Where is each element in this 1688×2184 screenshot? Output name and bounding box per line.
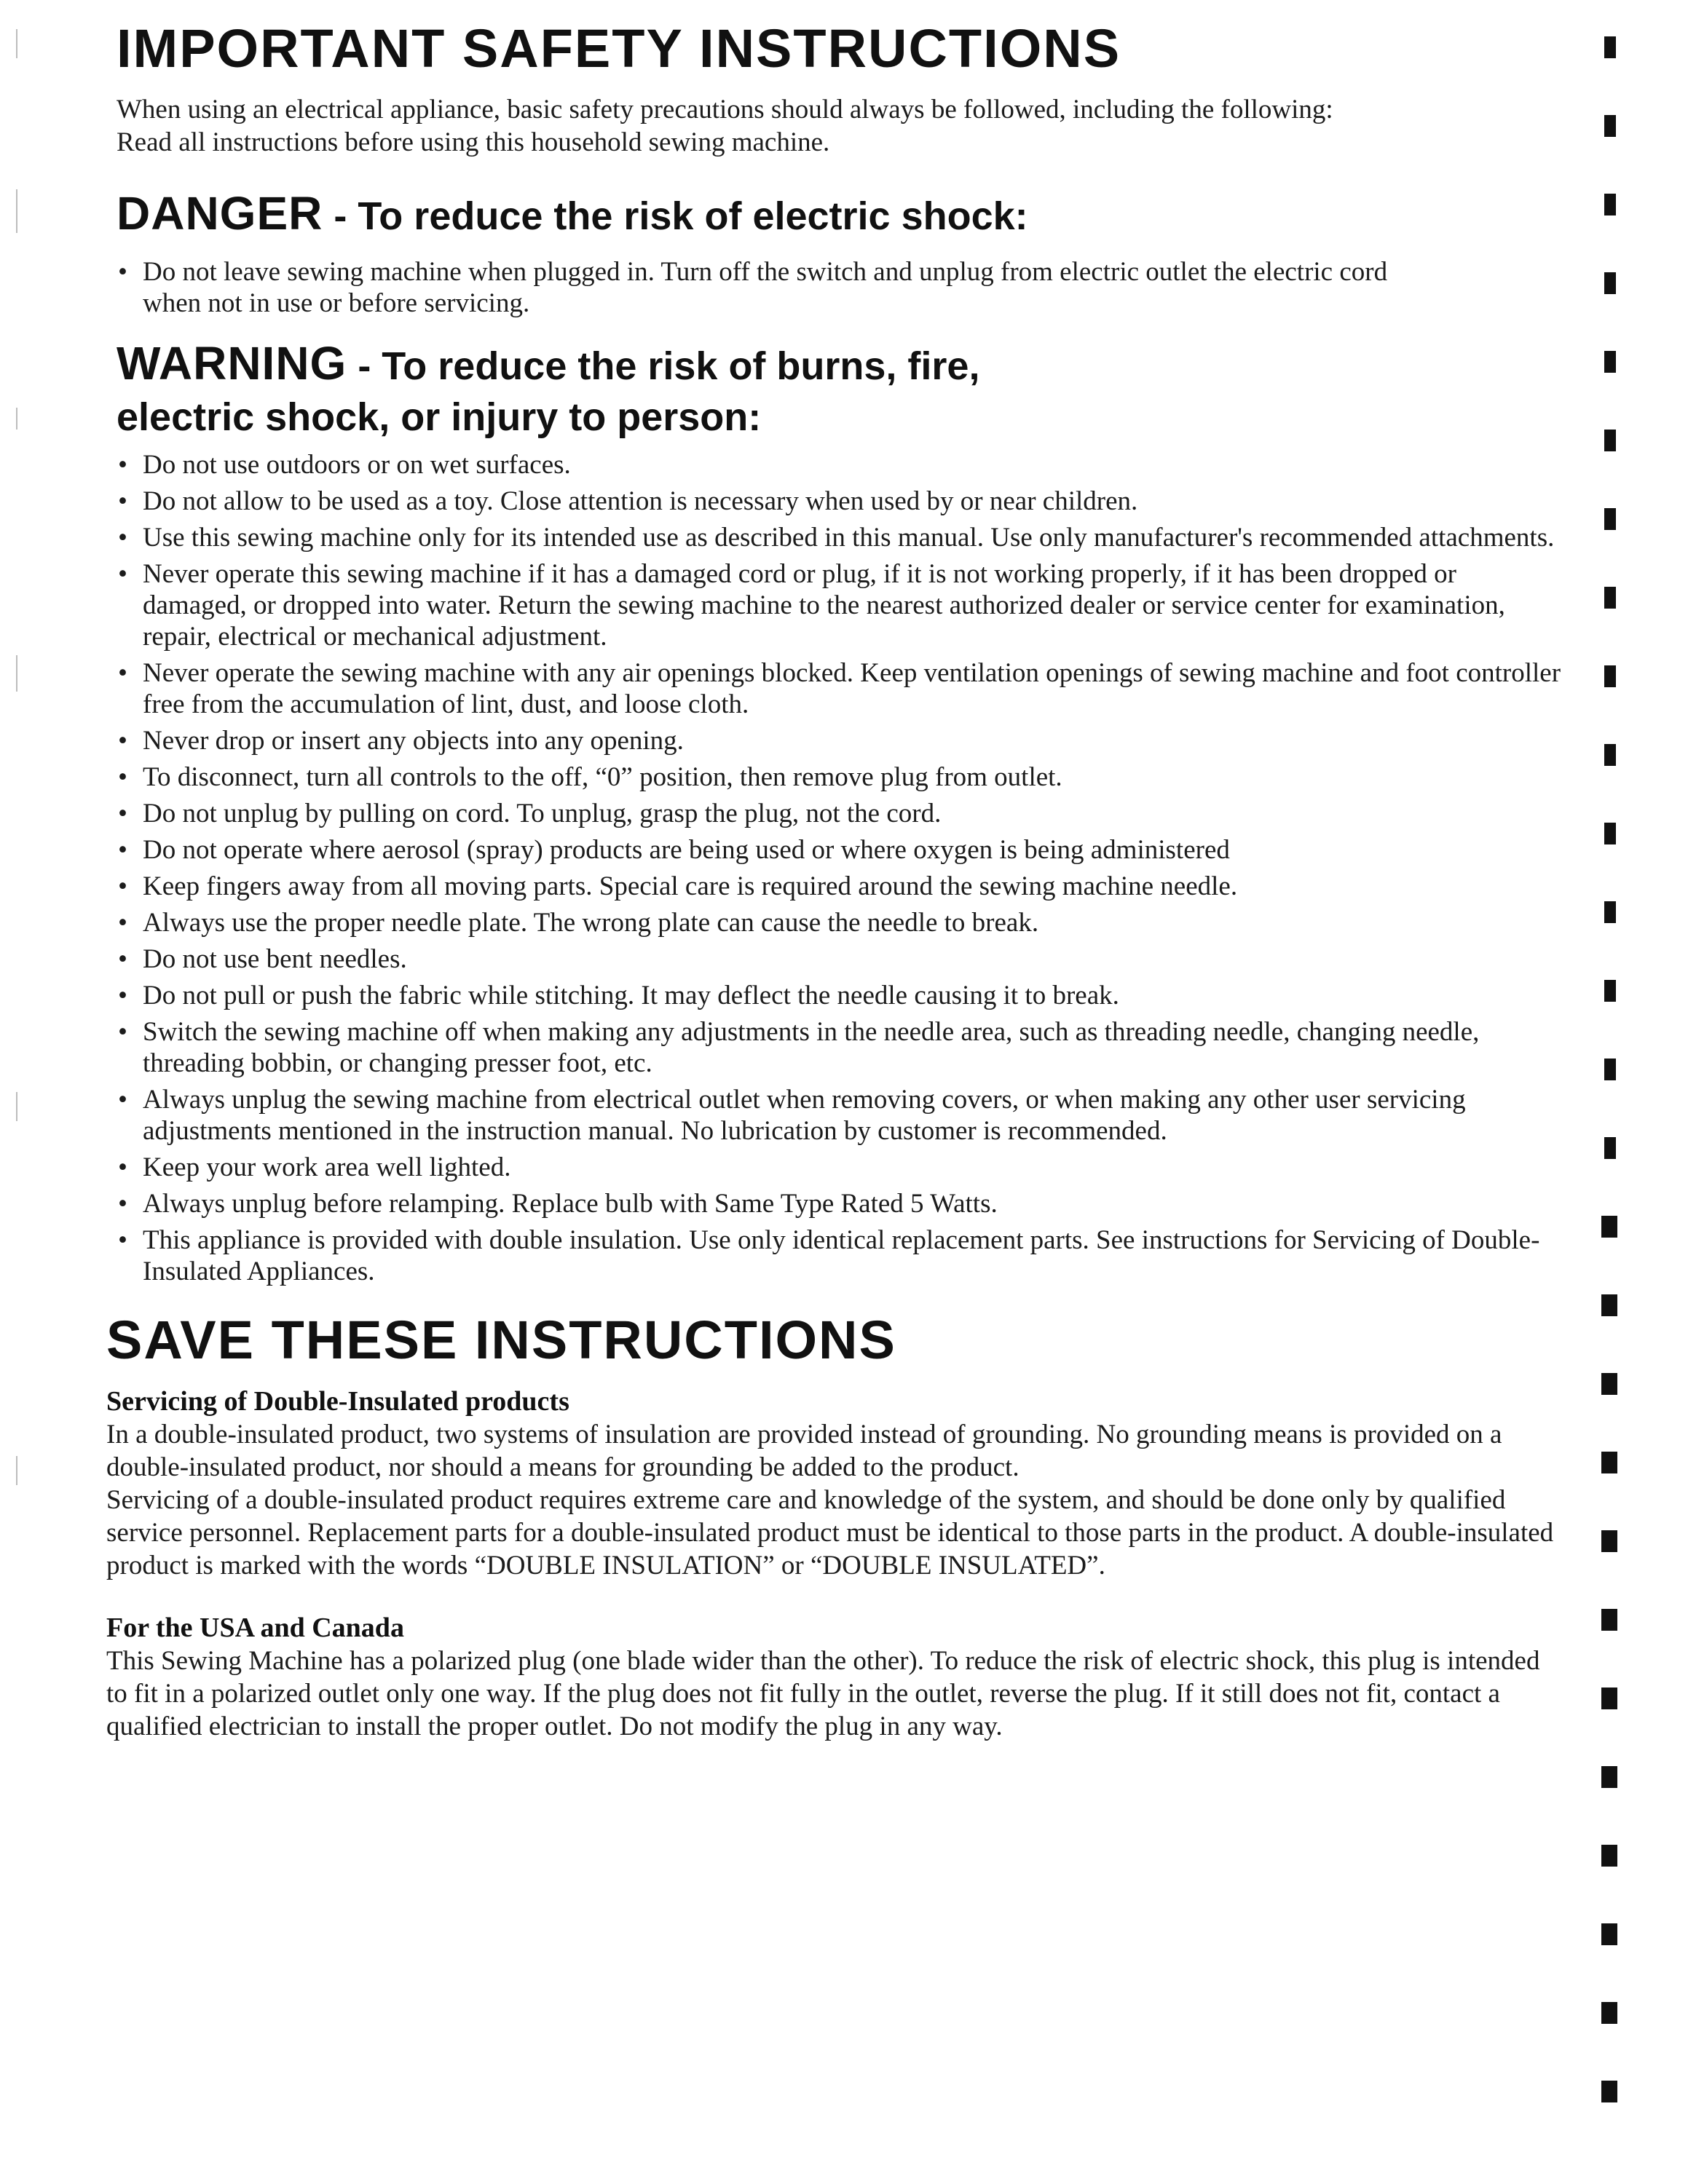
warning-item: • Keep your work area well lighted. (118, 1152, 511, 1182)
bullet-icon: • (118, 1224, 127, 1255)
binding-mark (1604, 980, 1616, 1002)
scan-speck (16, 408, 17, 430)
scan-speck (16, 1092, 17, 1121)
servicing-paragraph-1: In a double-insulated product, two systems of insulation are provided instead of grounding. No grounding means is provided on a double-insulated product, nor should a means for grounding be added to the product. (106, 1419, 1502, 1482)
danger-subtitle: - To reduce the risk of electric shock: (323, 194, 1028, 238)
binding-mark (1601, 1294, 1617, 1316)
binding-mark (1604, 430, 1616, 451)
binding-mark (1604, 823, 1616, 844)
servicing-paragraph-2: Servicing of a double-insulated product requires extreme care and knowledge of the system, and should be done only by qualified service personnel. Replacement parts for a double-insulated product must be identical to those parts in the product. A double-insulated product is marked with the words “DOUBLE INSULATION” or “DOUBLE INSULATED”. (106, 1484, 1554, 1580)
bullet-icon: • (118, 1188, 127, 1219)
scan-speck (16, 189, 17, 233)
page-content (106, 18, 1566, 1743)
intro-line-2: Read all instructions before using this household sewing machine. (117, 127, 830, 157)
binding-mark (1604, 115, 1616, 137)
binding-mark (1601, 2081, 1617, 2102)
binding-mark (1604, 1059, 1616, 1080)
danger-label: DANGER (117, 186, 323, 240)
bullet-icon: • (118, 761, 127, 792)
usa-canada-paragraph: This Sewing Machine has a polarized plug (one blade wider than the other). To reduce the risk of electric shock, this plug is intended to fit in a polarized outlet only one way. If the plug does not fit fully in the outlet, reverse the plug. If it still does not fit, contact a qualified electrician to install the proper outlet. Do not modify the plug in any way. (106, 1645, 1540, 1741)
bullet-icon: • (118, 1084, 127, 1115)
binding-mark (1604, 36, 1616, 58)
usa-canada-section (106, 1611, 1563, 1743)
scan-speck (16, 1456, 17, 1485)
servicing-heading: Servicing of Double-Insulated products (106, 1385, 569, 1417)
warning-label: WARNING (117, 337, 347, 390)
warning-item: • Never drop or insert any objects into any opening. (118, 725, 684, 756)
bullet-icon: • (118, 1152, 127, 1182)
warning-item: • Use this sewing machine only for its intended use as described in this manual. Use only manufacturer's recommended attachments. (118, 522, 1555, 553)
warning-item: • Always use the proper needle plate. The wrong plate can cause the needle to break. (118, 907, 1039, 938)
binding-mark (1604, 194, 1616, 215)
bullet-icon: • (118, 834, 127, 865)
binding-mark (1604, 587, 1616, 609)
warning-item: • Always unplug before relamping. Replace bulb with Same Type Rated 5 Watts. (118, 1188, 998, 1219)
bullet-icon: • (118, 657, 127, 688)
danger-list (117, 256, 1398, 319)
warning-item: • This appliance is provided with double insulation. Use only identical replacement parts. See instructions for Servicing of Double-Insulated Appliances. (118, 1224, 1540, 1286)
intro-block (117, 93, 1566, 159)
bullet-icon: • (118, 943, 127, 974)
binding-mark (1601, 1845, 1617, 1867)
warning-item: • Always unplug the sewing machine from electrical outlet when removing covers, or when making any other user servicing adjustments mentioned in the instruction manual. No lubrication by customer is recommended. (118, 1084, 1466, 1146)
bullet-icon: • (118, 907, 127, 938)
warning-subtitle-1: - To reduce the risk of burns, fire, (347, 344, 980, 389)
warning-subtitle-2: electric shock, or injury to person: (117, 395, 762, 440)
binding-mark (1604, 272, 1616, 294)
bullet-icon: • (118, 725, 127, 756)
binding-mark (1601, 1609, 1617, 1631)
warning-item: • Keep fingers away from all moving parts. Special care is required around the sewing machine needle. (118, 871, 1238, 901)
bullet-icon: • (118, 486, 127, 516)
binding-mark (1604, 351, 1616, 373)
binding-mark (1604, 744, 1616, 766)
bullet-icon: • (118, 522, 127, 553)
warning-item: • Do not use outdoors or on wet surfaces. (118, 449, 571, 480)
servicing-section (106, 1385, 1563, 1582)
binding-mark (1604, 901, 1616, 923)
warning-item: • Do not allow to be used as a toy. Close attention is necessary when used by or near children. (118, 486, 1138, 516)
spiral-binding (1598, 36, 1628, 2148)
intro-line-1: When using an electrical appliance, basic safety precautions should always be followed, including the following: (117, 94, 1333, 124)
danger-heading (117, 188, 1566, 239)
bullet-icon: • (118, 558, 127, 589)
warning-item: • Do not unplug by pulling on cord. To unplug, grasp the plug, not the cord. (118, 798, 942, 828)
warning-list (117, 449, 1566, 1287)
binding-mark (1601, 1530, 1617, 1552)
bullet-icon: • (118, 871, 127, 901)
warning-item: • Switch the sewing machine off when making any adjustments in the needle area, such as threading needle, changing needle, threading bobbin, or changing presser foot, etc. (118, 1016, 1480, 1078)
warning-item: • Never operate this sewing machine if it has a damaged cord or plug, if it is not working properly, if it has been dropped or damaged, or dropped into water. Return the sewing machine to the nearest authorized dealer or service center for examination, repair, electrical or mechanical adjustment. (118, 558, 1505, 652)
warning-item: • Never operate the sewing machine with any air openings blocked. Keep ventilation openings of sewing machine and foot controller free from the accumulation of lint, dust, and loose cloth. (118, 657, 1561, 719)
warning-item: • Do not use bent needles. (118, 943, 407, 974)
binding-mark (1601, 1373, 1617, 1395)
binding-mark (1604, 508, 1616, 530)
binding-mark (1601, 1452, 1617, 1473)
binding-mark (1601, 1216, 1617, 1238)
binding-mark (1601, 1923, 1617, 1945)
danger-item: • Do not leave sewing machine when plugged in. Turn off the switch and unplug from electric outlet the electric cord when not in use or before servicing. (118, 257, 1388, 319)
warning-item: • To disconnect, turn all controls to the off, “0” position, then remove plug from outlet. (118, 761, 1062, 792)
warning-item: • Do not pull or push the fabric while stitching. It may deflect the needle causing it to break. (118, 980, 1119, 1010)
scan-speck (16, 655, 17, 692)
warning-heading (117, 338, 1566, 440)
binding-mark (1601, 1766, 1617, 1788)
save-instructions-title: SAVE THESE INSTRUCTIONS (106, 1309, 896, 1370)
bullet-icon: • (118, 798, 127, 828)
binding-mark (1601, 1688, 1617, 1709)
page-title: IMPORTANT SAFETY INSTRUCTIONS (117, 18, 1121, 79)
binding-mark (1604, 665, 1616, 687)
bullet-icon: • (118, 980, 127, 1010)
binding-mark (1604, 1137, 1616, 1159)
scan-speck (16, 29, 17, 58)
usa-canada-heading: For the USA and Canada (106, 1612, 404, 1643)
warning-item: • Do not operate where aerosol (spray) products are being used or where oxygen is being administered (118, 834, 1230, 865)
bullet-icon: • (118, 1016, 127, 1047)
binding-mark (1601, 2002, 1617, 2024)
bullet-icon: • (118, 449, 127, 480)
bullet-icon: • (118, 257, 127, 288)
